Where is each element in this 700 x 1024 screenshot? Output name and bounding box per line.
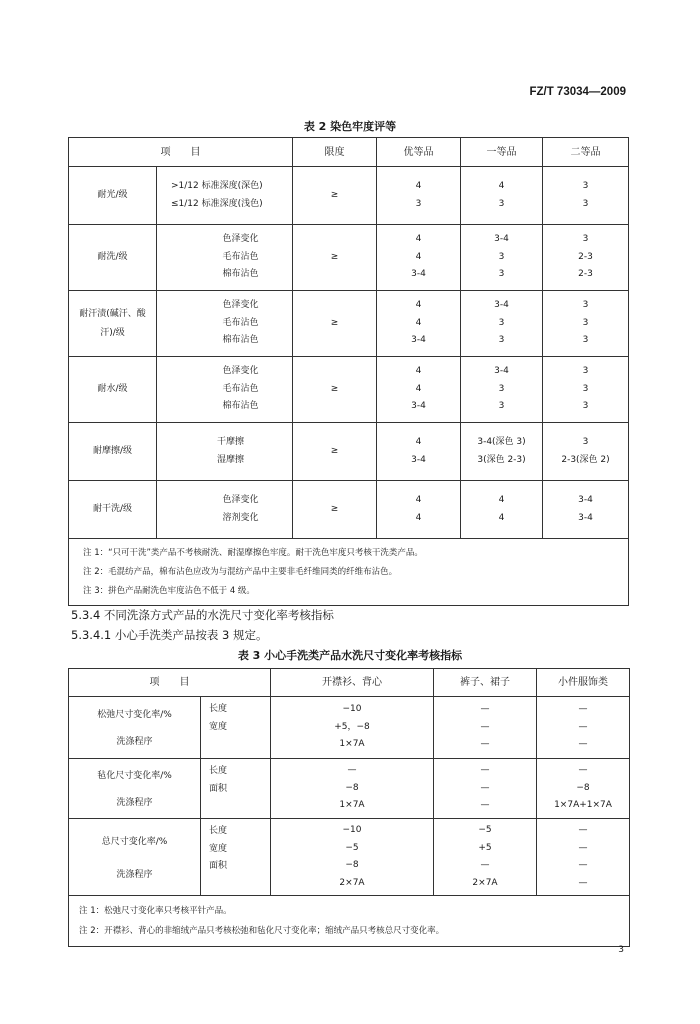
sub-item: 干摩擦 — [216, 437, 244, 447]
table-row — [69, 357, 629, 423]
table3-header-row — [69, 669, 630, 697]
table3-caption: 表 3 小心手洗类产品水洗尺寸变化率考核指标 — [237, 649, 463, 662]
limit-cell: ≥ — [293, 357, 377, 423]
col-header-first: 一等品 — [461, 138, 543, 167]
row-item: 耐洗/级 — [69, 225, 157, 291]
dim-label: 宽度 — [209, 721, 228, 732]
col-header-second: 二等品 — [543, 138, 629, 167]
value-cell: 3 — [498, 317, 505, 328]
value-cell: 3-4 — [494, 366, 509, 377]
value-cell: — — [578, 704, 588, 715]
sub-item: ≤1/12 标准深度(浅色) — [171, 198, 263, 209]
table-note: 注 1：“只可干洗”类产品不考核耐洗、耐湿摩擦色牢度。耐干洗色牢度只考核干洗类产品。 — [83, 548, 423, 558]
col-header-premium: 优等品 — [377, 138, 461, 167]
page-number: 3 — [618, 945, 624, 955]
table-row — [69, 291, 629, 357]
col-header-item: 项 目 — [69, 669, 271, 697]
sub-item: 色泽变化 — [222, 300, 259, 311]
dim-label: 面积 — [209, 783, 228, 794]
value-cell: 4 — [415, 383, 422, 394]
value-cell: 2-3(深色 2) — [561, 454, 610, 465]
sub-item: 溶剂变化 — [222, 512, 259, 523]
value-cell: 2-3 — [578, 269, 593, 280]
value-cell: — — [480, 704, 490, 715]
value-cell: 3 — [498, 269, 505, 280]
table-row — [69, 167, 629, 225]
value-cell: −8 — [345, 782, 359, 793]
value-cell: 3 — [582, 366, 589, 377]
value-cell: — — [480, 782, 490, 793]
sub-item: 色泽变化 — [222, 366, 259, 377]
value-cell: 4 — [415, 366, 422, 377]
table-note: 注 2：开襟衫、背心的非缩绒产品只考核松弛和毡化尺寸变化率；缩绒产品只考核总尺寸变化率。 — [79, 926, 445, 936]
row-item: 耐水/级 — [69, 357, 157, 423]
value-cell: 4 — [498, 512, 505, 523]
row-item: 耐光/级 — [69, 167, 157, 225]
value-cell: +5 — [478, 842, 492, 853]
value-cell: 3-4 — [578, 512, 593, 523]
value-cell: 3-4 — [411, 269, 426, 280]
value-cell: 4 — [415, 495, 422, 505]
limit-cell: ≥ — [293, 423, 377, 481]
value-cell: −10 — [342, 825, 362, 835]
row-item: 耐摩擦/级 — [69, 423, 157, 481]
value-cell: 3 — [582, 335, 589, 346]
value-cell: 3 — [415, 198, 422, 209]
value-cell: 3(深色 2-3) — [477, 454, 526, 465]
table3-notes-row — [69, 896, 630, 947]
sub-item: 毛布沾色 — [222, 251, 259, 262]
limit-cell: ≥ — [293, 481, 377, 539]
value-cell: 3-4 — [411, 335, 426, 346]
row-item: 松弛尺寸变化率/% — [97, 709, 172, 720]
col-header-limit: 限度 — [293, 138, 377, 167]
value-cell: — — [578, 877, 588, 888]
value-cell: 4 — [415, 317, 422, 328]
value-cell: — — [578, 860, 588, 870]
col-header-cardigan: 开襟衫、背心 — [271, 669, 434, 697]
table2-caption: 表 2 染色牢度评等 — [303, 120, 397, 133]
row-item: 耐汗渍(碱汗、酸汗)/级 — [69, 291, 157, 357]
dim-label: 长度 — [209, 766, 228, 776]
value-cell: 4 — [415, 234, 422, 245]
value-cell: — — [480, 860, 490, 870]
value-cell: −10 — [342, 704, 362, 715]
value-cell: 3 — [498, 401, 505, 412]
col-header-item: 项 目 — [69, 138, 293, 167]
standard-number: FZ/T 73034—2009 — [529, 86, 626, 98]
value-cell: 4 — [415, 512, 422, 523]
sub-item: 湿摩擦 — [216, 454, 244, 465]
value-cell: 3 — [582, 317, 589, 328]
value-cell: 3-4 — [494, 234, 509, 245]
row-program: 洗涤程序 — [116, 736, 153, 747]
value-cell: 4 — [498, 495, 505, 505]
table-row — [69, 481, 629, 539]
value-cell: 3-4 — [494, 300, 509, 311]
value-cell: — — [578, 765, 588, 776]
table-row — [69, 225, 629, 291]
table-row — [69, 423, 629, 481]
value-cell: — — [578, 721, 588, 732]
dim-label: 宽度 — [209, 843, 228, 854]
value-cell: — — [480, 721, 490, 732]
sub-item: 色泽变化 — [222, 495, 259, 505]
value-cell: 3 — [582, 300, 589, 311]
value-cell: 4 — [415, 437, 422, 447]
value-cell: 1×7A — [339, 800, 365, 811]
value-cell: 3-4 — [411, 401, 426, 412]
value-cell: 3 — [582, 234, 589, 245]
value-cell: −8 — [576, 782, 590, 793]
table-row — [69, 697, 630, 759]
value-cell: −5 — [345, 842, 359, 853]
value-cell: 3 — [582, 383, 589, 394]
value-cell: 4 — [415, 251, 422, 262]
value-cell: 3 — [498, 198, 505, 209]
value-cell: — — [347, 765, 357, 776]
sub-item: 毛布沾色 — [222, 317, 259, 328]
dim-label: 长度 — [209, 826, 228, 836]
value-cell: — — [578, 825, 588, 835]
value-cell: 3 — [582, 437, 589, 447]
table-row — [69, 819, 630, 896]
value-cell: 4 — [498, 181, 505, 191]
value-cell: +5，−8 — [334, 721, 370, 732]
value-cell: — — [578, 739, 588, 750]
table2-notes-row — [69, 539, 629, 606]
value-cell: 1×7A — [339, 739, 365, 750]
col-header-pants: 裤子、裙子 — [434, 669, 537, 697]
value-cell: — — [480, 765, 490, 776]
table-row — [69, 759, 630, 819]
limit-cell: ≥ — [293, 167, 377, 225]
dye-fastness-table — [68, 137, 629, 606]
section-heading-5-3-4: 5.3.4 不同洗涤方式产品的水洗尺寸变化率考核指标 — [71, 608, 334, 622]
value-cell: 3 — [582, 181, 589, 191]
table-note: 注 3：拼色产品耐洗色牢度沾色不低于 4 级。 — [83, 586, 255, 596]
sub-item: 棉布沾色 — [222, 269, 259, 280]
value-cell: 2-3 — [578, 251, 593, 262]
value-cell: 2×7A — [472, 877, 498, 888]
col-header-accessories: 小件服饰类 — [537, 669, 630, 697]
value-cell: −8 — [345, 860, 359, 870]
value-cell: −5 — [478, 825, 492, 835]
table2-header-row — [69, 138, 629, 167]
dim-label: 长度 — [209, 704, 228, 714]
value-cell: — — [480, 739, 490, 750]
section-heading-5-3-4-1: 5.3.4.1 小心手洗类产品按表 3 规定。 — [71, 628, 268, 642]
sub-item: 毛布沾色 — [222, 383, 259, 394]
dimensional-change-table — [68, 668, 630, 947]
limit-cell: ≥ — [293, 225, 377, 291]
sub-item: 棉布沾色 — [222, 335, 259, 346]
value-cell: 1×7A+1×7A — [554, 800, 612, 811]
sub-item: 色泽变化 — [222, 234, 259, 245]
value-cell: 3 — [498, 335, 505, 346]
dim-label: 面积 — [209, 861, 228, 871]
value-cell: 3 — [582, 401, 589, 412]
value-cell: 4 — [415, 300, 422, 311]
value-cell: 4 — [415, 181, 422, 191]
value-cell: 3-4(深色 3) — [477, 437, 526, 447]
row-program: 洗涤程序 — [116, 797, 153, 808]
value-cell: 3 — [582, 198, 589, 209]
row-item: 总尺寸变化率/% — [101, 837, 168, 847]
sub-item: >1/12 标准深度(深色) — [171, 181, 263, 191]
row-item: 耐干洗/级 — [69, 481, 157, 539]
row-item: 毡化尺寸变化率/% — [97, 770, 172, 781]
value-cell: 3-4 — [411, 454, 426, 465]
value-cell: 3 — [498, 383, 505, 394]
value-cell: — — [578, 842, 588, 853]
value-cell: — — [480, 800, 490, 811]
table-note: 注 2：毛混纺产品，棉布沾色应改为与混纺产品中主要非毛纤维同类的纤维布沾色。 — [83, 567, 398, 577]
value-cell: 3-4 — [578, 495, 593, 505]
row-program: 洗涤程序 — [116, 870, 153, 880]
value-cell: 3 — [498, 251, 505, 262]
limit-cell: ≥ — [293, 291, 377, 357]
sub-item: 棉布沾色 — [222, 401, 259, 412]
table-note: 注 1：松弛尺寸变化率只考核平针产品。 — [79, 906, 232, 916]
value-cell: 2×7A — [339, 877, 365, 888]
